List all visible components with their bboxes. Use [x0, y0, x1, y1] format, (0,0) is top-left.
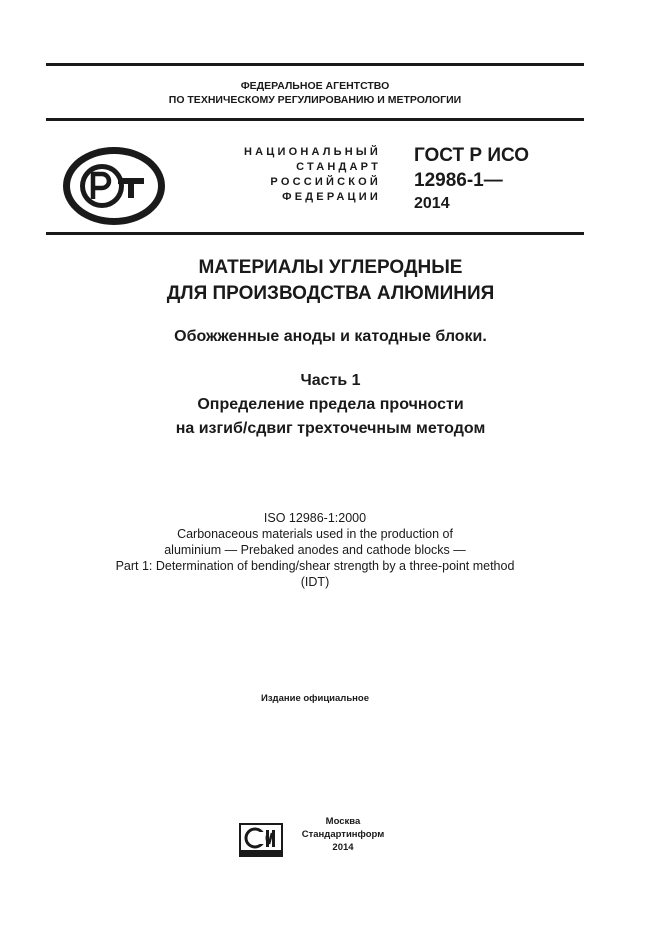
- national-line-2: СТАНДАРТ: [296, 161, 381, 173]
- iso-number: ISO 12986-1:2000: [263, 511, 367, 525]
- top-rule: [46, 63, 584, 66]
- agency-header: [46, 79, 584, 107]
- national-line-4: ФЕДЕРАЦИИ: [282, 191, 381, 203]
- header-bottom-rule: [46, 232, 584, 235]
- national-line-1: НАЦИОНАЛЬНЫЙ: [243, 146, 381, 158]
- iso-line-4: Part 1: Determination of bending/shear strength by a three-point method: [115, 559, 515, 573]
- iso-line-3: aluminium — Prebaked anodes and cathode blocks —: [164, 543, 466, 557]
- national-standard-label: [215, 145, 381, 205]
- agency-line-2: ПО ТЕХНИЧЕСКОМУ РЕГУЛИРОВАНИЮ И МЕТРОЛОГИИ: [168, 94, 462, 106]
- part-line-2: Определение предела прочности: [197, 396, 464, 413]
- designation-line-2: 12986-1—: [414, 170, 503, 191]
- publisher-city: Москва: [325, 816, 361, 827]
- document-title: [0, 255, 661, 307]
- part-number: Часть 1: [300, 372, 361, 389]
- publisher-block: [290, 815, 396, 854]
- publication-year: 2014: [332, 842, 354, 853]
- edition-label: Издание официальное: [261, 693, 369, 704]
- iso-line-2: Carbonaceous materials used in the production of: [177, 527, 453, 541]
- part-line-3: на изгиб/сдвиг трехточечным методом: [175, 420, 486, 437]
- national-line-3: РОССИЙСКОЙ: [270, 176, 381, 188]
- iso-identity-mark: (IDT): [300, 575, 330, 589]
- agency-line-1: ФЕДЕРАЛЬНОЕ АГЕНТСТВО: [240, 80, 390, 92]
- title-line-1: МАТЕРИАЛЫ УГЛЕРОДНЫЕ: [198, 257, 463, 278]
- document-subtitle: Обожженные аноды и катодные блоки.: [174, 328, 487, 345]
- designation-line-1: ГОСТ Р ИСО: [414, 145, 530, 166]
- rst-certification-logo-icon: [60, 144, 168, 228]
- part-title: [0, 369, 661, 441]
- designation-year: 2014: [414, 195, 450, 212]
- standartinform-logo-icon: [239, 823, 283, 857]
- title-line-2: ДЛЯ ПРОИЗВОДСТВА АЛЮМИНИЯ: [166, 283, 495, 304]
- agency-bottom-rule: [46, 118, 584, 121]
- publisher-name: Стандартинформ: [301, 829, 385, 840]
- standard-designation: [414, 143, 529, 215]
- iso-reference: [0, 510, 630, 590]
